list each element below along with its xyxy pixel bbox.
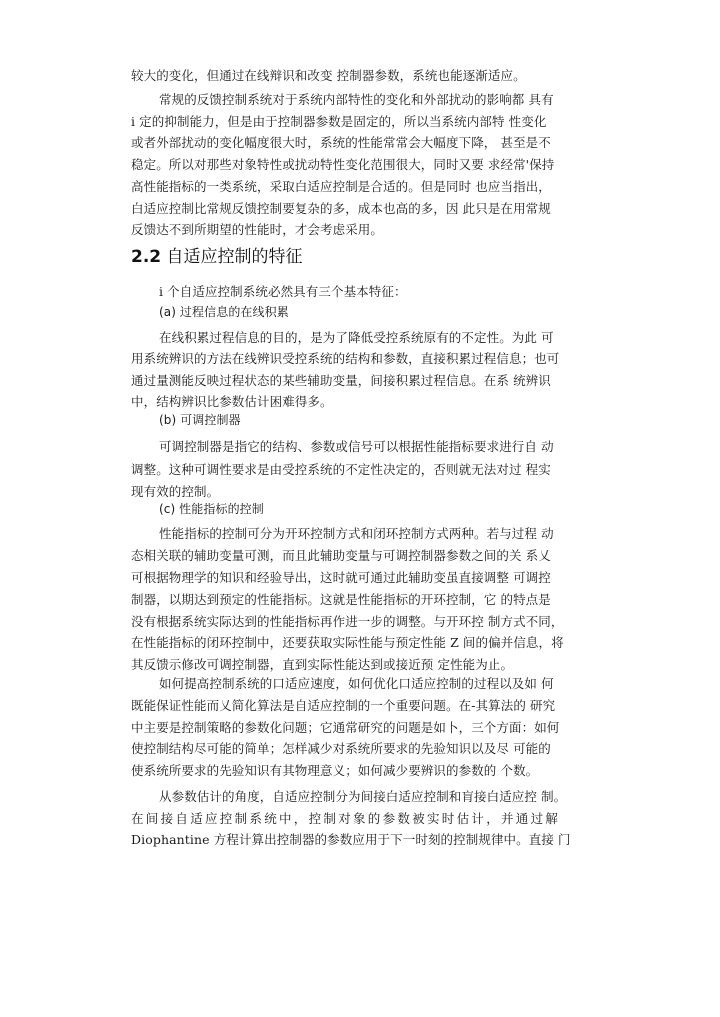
paragraph-line: 白适应控制比常规反馈控制要复杂的多，成本也高的多，因 此只是在用常规 (131, 201, 551, 216)
paragraph-line: 在性能指标的闭环控制中，还要获取实际性能与预定性能 Z 间的偏并信息，将 (131, 635, 564, 650)
paragraph-line: 中，结构辨识比参数估计困难得多。 (131, 394, 333, 409)
paragraph-line: Diophantine 方程计算出控制器的参数应用于下一时刻的控制规律中。直接 门 (131, 832, 571, 847)
paragraph-line: 调整。这种可调性要求是由受控系统的不定性决定的，否则就无法对过 程实 (131, 462, 551, 477)
paragraph-line: 用系统辨识的方法在线辨识受控系统的结构和参数，直接积累过程信息；也可 (131, 351, 560, 366)
paragraph-line: 没有根据系统实际达到的性能指标再作进一步的调整。与开环控 制方式不同， (131, 614, 564, 629)
paragraph-line: 可调控制器是指它的结构、参数或信号可以根据性能指标要求进行自 动 (159, 439, 554, 454)
paragraph-line: 通过量测能反映过程状态的某些辅助变量，间接积累过程信息。在系 统辨识 (131, 373, 551, 388)
paragraph-line: 或者外部扰动的变化幅度很大时，系统的性能常常会大幅度下降， 甚至是不 (131, 135, 551, 150)
paragraph-line: 现有效的控制。 (131, 484, 220, 499)
paragraph-line: 高性能指标的一类系统，采取白适应控制是合适的。但是同时 也应当指出， (131, 179, 551, 194)
paragraph-line: 在间接自适应控制系统中，控制对象的参数被实时估计，并通过解 (131, 811, 561, 826)
section-title: 自适应控制的特征 (166, 247, 303, 267)
paragraph-line: 态相关联的辅助变量可测，而且此辅助变量与可调控制器参数之间的关 系乂 (131, 548, 551, 563)
paragraph-line: 如何提高控制系统的口适应速度，如何优化口适应控制的过程以及如 何 (159, 676, 554, 691)
paragraph-line: i 个自适应控制系统必然具有三个基本特征： (159, 284, 407, 299)
list-item-label: (c) 性能指标的控制 (159, 502, 264, 516)
section-number: 2.2 (131, 247, 162, 267)
paragraph-line: 性能指标的控制可分为开环控制方式和闭环控制方式两种。若与过程 动 (159, 526, 554, 541)
paragraph-line: 较大的变化，但通过在线辩识和改变 控制器参数，系统也能逐渐适应。 (131, 68, 526, 83)
list-item-label: (a) 过程信息的在线积累 (159, 305, 289, 319)
paragraph-line: 其反馈示修改可调控制器，直到实际性能达到或接近预 定性能为止。 (131, 657, 514, 672)
paragraph-line: 使系统所要求的先验知识有其物理意义；如何减少要辨识的参数的 个数。 (131, 763, 539, 778)
paragraph-line: 制器，以期达到预定的性能指标。这就是性能指标的开环控制，它 的特点是 (131, 592, 551, 607)
paragraph-line: 既能保证性能而乂简化算法是自适应控制的一个重要问题。在-其算法的 研究 (131, 698, 556, 713)
paragraph-line: 稳定。所以对那些对象特性或扰动特性变化范围很大，同时又要 求经常'保持 (131, 157, 555, 172)
paragraph-line: 可根据物理学的知识和经验导出，这时就可通过此辅助变虽直接调整 可调控 (131, 570, 551, 585)
section-heading (131, 246, 303, 268)
list-item-label: (b) 可调控制器 (159, 413, 241, 427)
paragraph-line: 在线积累过程信息的目的，是为了降低受控系统原有的不定性。为此 可 (159, 330, 554, 345)
paragraph-line: 常规的反馈控制系统对于系统内部特性的变化和外部扰动的影响都 具有 (159, 92, 554, 107)
paragraph-line: 中主要是控制策略的参数化问题；它通常研究的问题是如卜，三个方面：如何 (131, 720, 560, 735)
paragraph-line: 使控制结构尽可能的简单；怎样减少对系统所要求的先验知识以及尽 可能的 (131, 741, 551, 756)
paragraph-line: 从参数估计的角度，自适应控制分为间接白适应控制和肓接白适应控 制。 (159, 789, 567, 804)
paragraph-line: 反馈达不到所期望的性能时，才会考虑采用。 (131, 222, 384, 237)
paragraph-line: i 定的抑制能力，但是由于控制器参数是固定的，所以当系统内部特 性变化 (131, 114, 547, 129)
